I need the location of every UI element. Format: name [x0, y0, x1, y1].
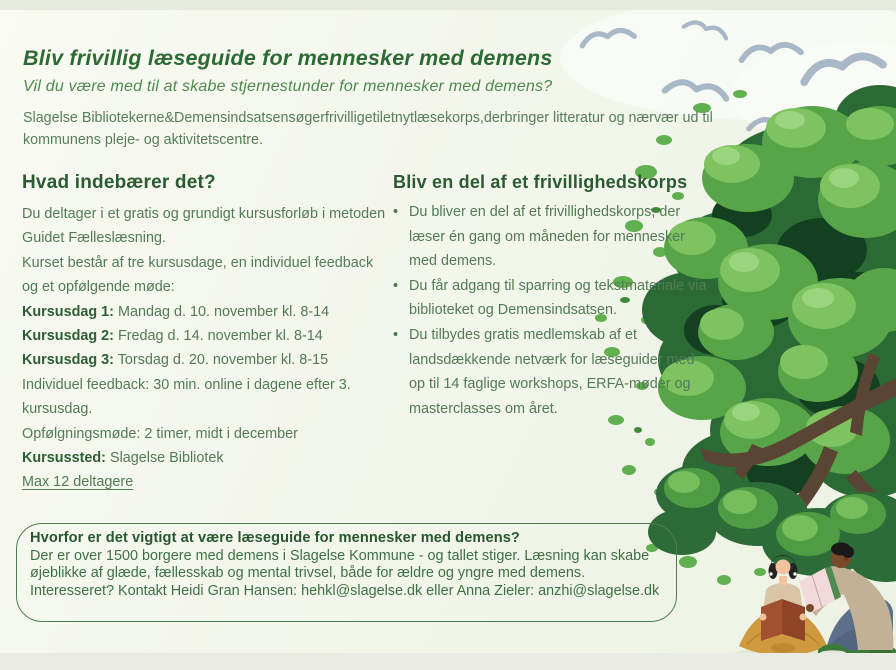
why-important-heading: Hvorfor er det vigtigt at være læseguide for mennesker med demens? [30, 530, 520, 546]
course-line: Opfølgningsmøde: 2 timer, midt i december [22, 425, 298, 442]
volunteer-corps-section [393, 172, 709, 421]
bullet-dot: • [393, 326, 399, 343]
bullet-dot: • [393, 204, 399, 220]
course-line: Kurset består af tre kursusdage, en individuel feedback og et opfølgende møde: [22, 254, 374, 296]
why-important-body: Der er over 1500 borgere med demens i Slagelse Kommune - og tallet stiger. Læsning kan skabe øjeblikke af glæde, fællesskab og mental trivsel, både for ældre og yngre med demens. [30, 548, 650, 582]
course-line: Individuel feedback: 30 min. online i dagene efter 3. kursusdag. [22, 376, 351, 418]
bullet-item: • Du bliver en del af et frivillighedskorps, der læser én gang om måneden for mennesker med demens. [393, 200, 709, 274]
bullet-item: • Du får adgang til sparring og tekstmateriale via biblioteket og Demensindsatsen. [393, 274, 709, 323]
volunteer-bullet-list [393, 200, 709, 421]
course-line: Kursusdag 3: Torsdag d. 20. november kl. 8-15 [22, 352, 329, 369]
course-line: Kursusdag 1: Mandag d. 10. november kl. 8-14 [22, 303, 330, 320]
intro-paragraph: Slagelse Bibliotekerne&Demensindsatsensøgerfrivilligetiletnytlæsekorps,derbringer litteratur og nærvær ud til kommunens pleje- og aktivitetscentre. [23, 110, 713, 148]
course-line: Du deltager i et gratis og grundigt kursusforløb i metoden Guidet Fælleslæsning. [22, 206, 386, 247]
course-info-body [22, 202, 388, 495]
bullet-dot: • [393, 277, 399, 294]
course-info-section [22, 172, 388, 495]
why-important-box [16, 523, 677, 622]
course-line: Kursussted: Slagelse Bibliotek [22, 450, 224, 467]
course-info-heading: Hvad indebærer det? [22, 172, 216, 193]
bullet-item: • Du tilbydes gratis medlemskab af et landsdækkende netværk for læseguider med op til 14 faglige workshops, ERFA-møder og masterclasses om året. [393, 323, 709, 421]
contact-line: Interesseret? Kontakt Heidi Gran Hansen: hehkl@slagelse.dk eller Anna Zieler: anzhi@slagelse.dk [30, 582, 660, 599]
max-participants-note: Max 12 deltagere [22, 474, 134, 491]
volunteer-corps-heading: Bliv en del af et frivillighedskorps [393, 172, 688, 192]
course-line: Kursusdag 2: Fredag d. 14. november kl. 8-14 [22, 328, 323, 345]
page-title: Bliv frivillig læseguide for mennesker med demens [23, 46, 553, 70]
page-subtitle: Vil du være med til at skabe stjernestunder for mennesker med demens? [23, 78, 553, 95]
